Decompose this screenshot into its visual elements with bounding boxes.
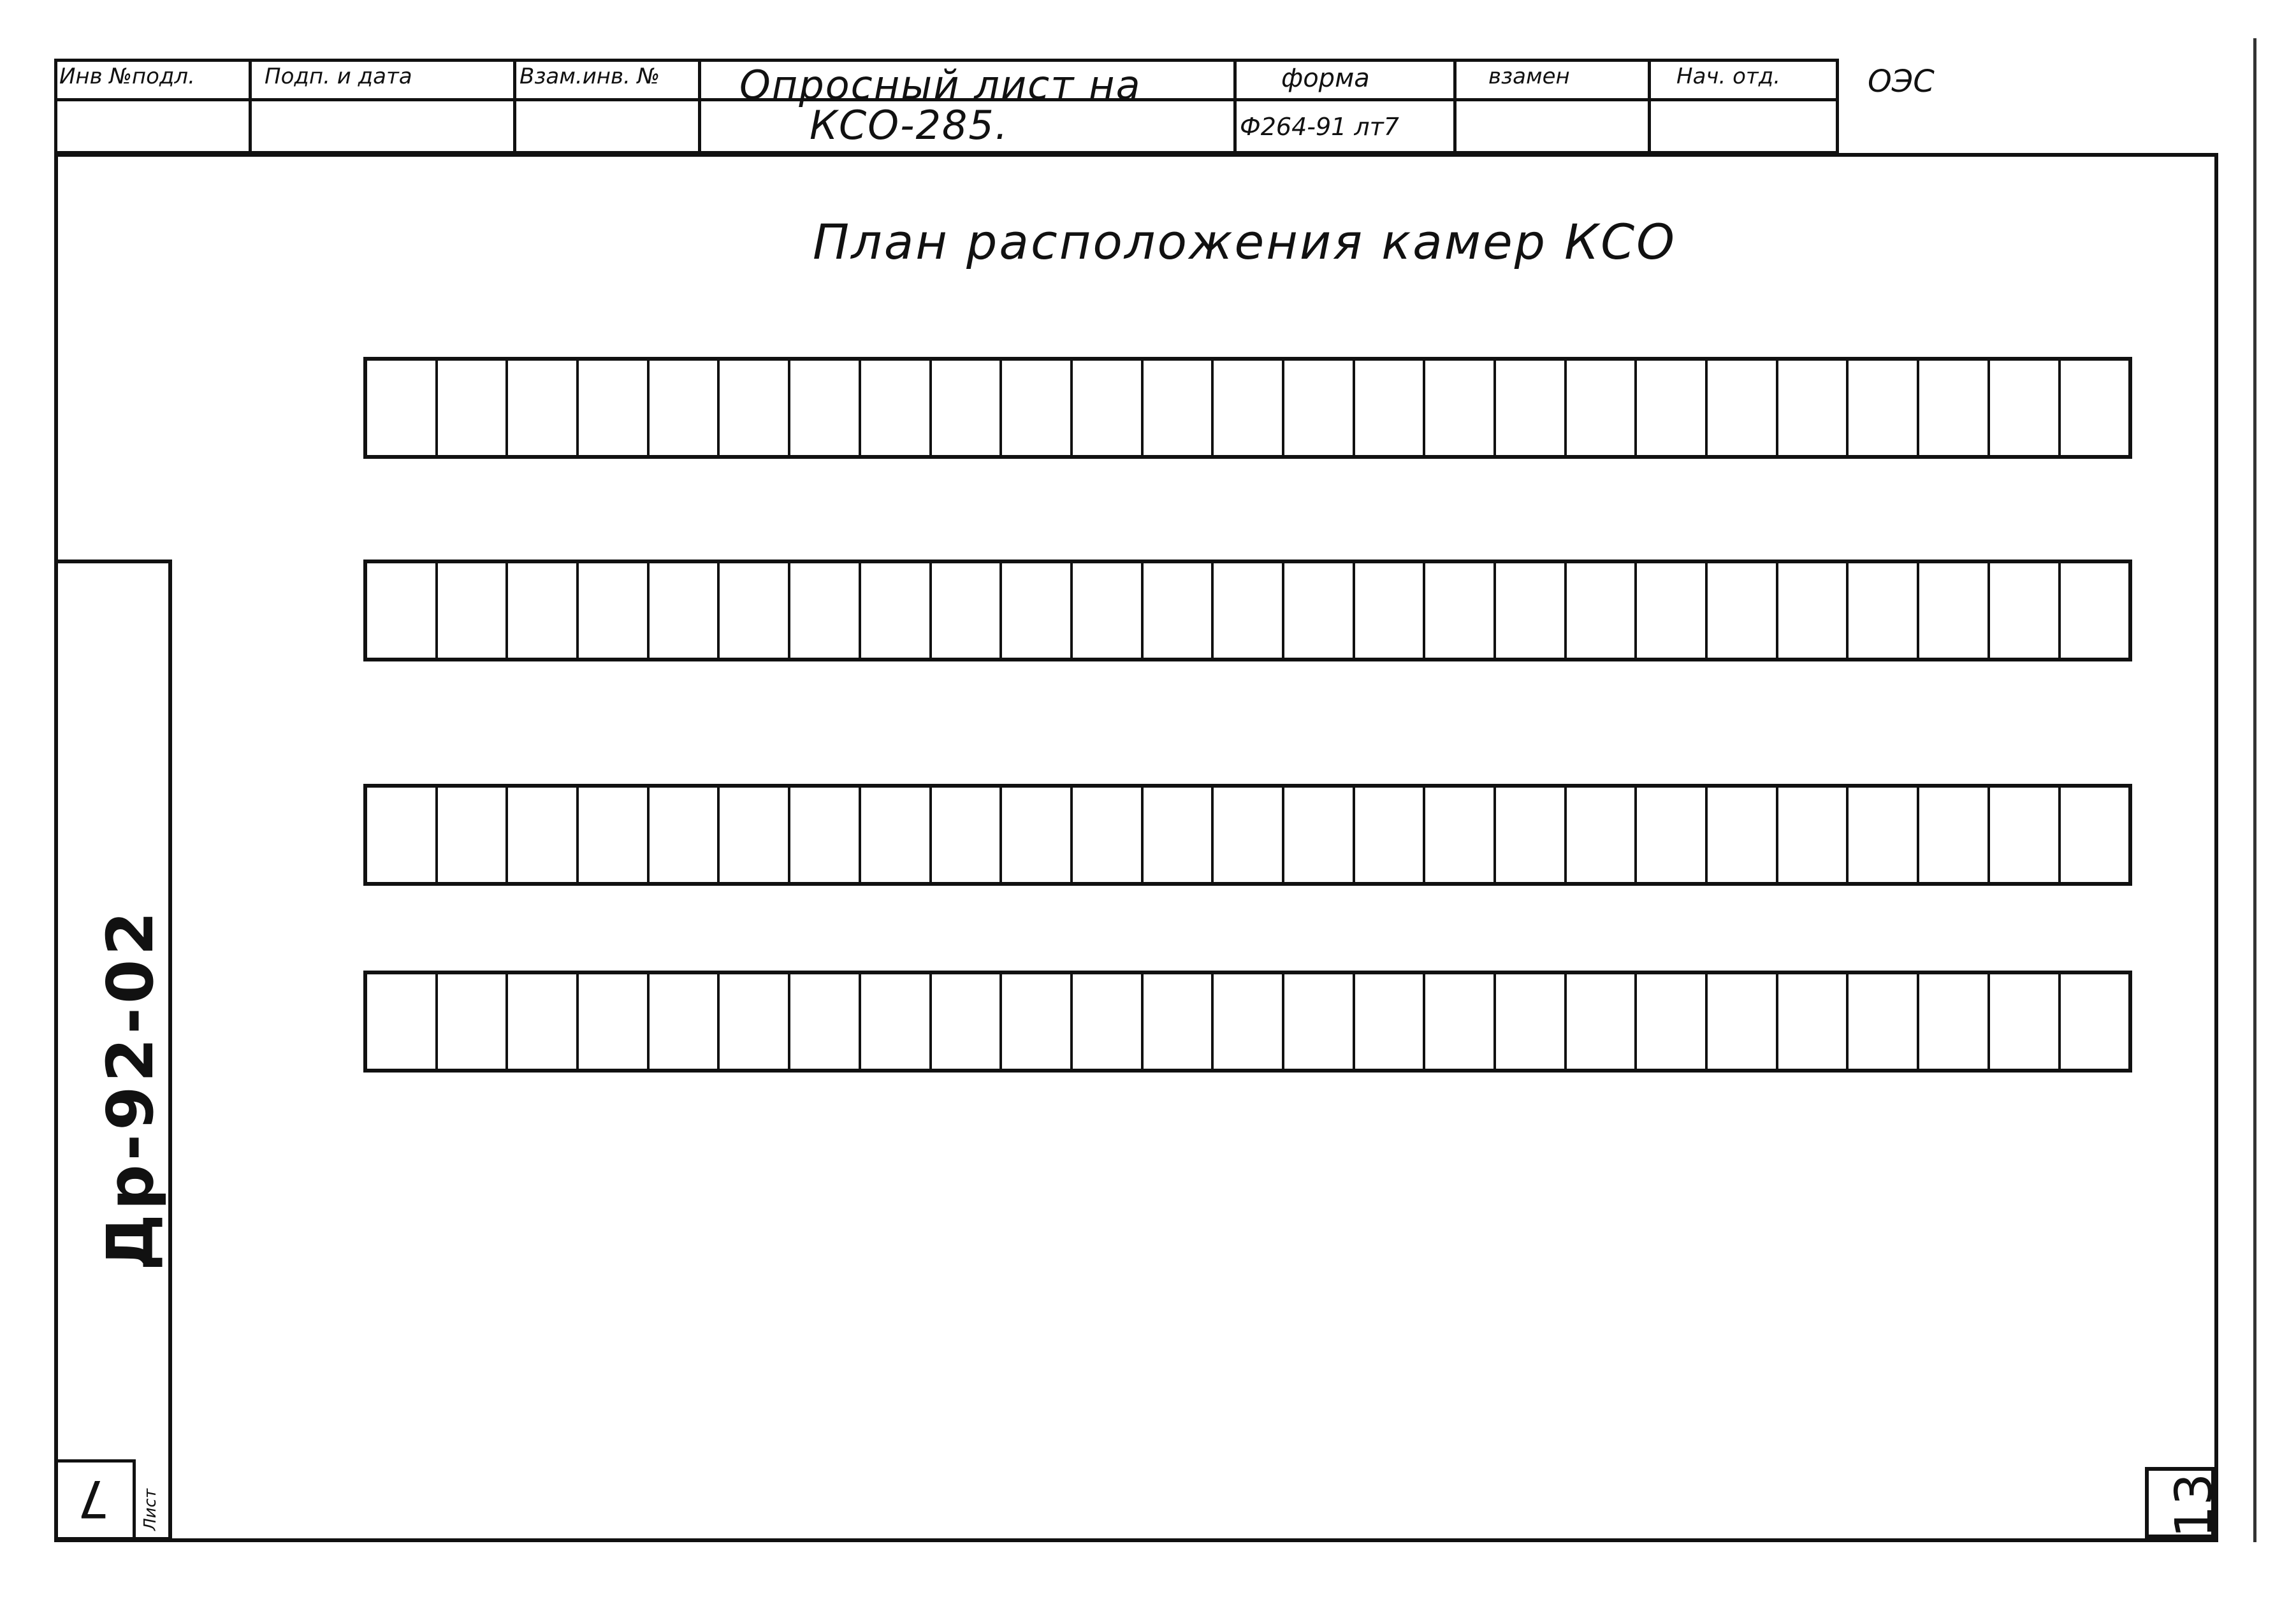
chamber-cell [367,361,438,455]
chamber-cell [1284,788,1355,882]
chamber-cell [367,788,438,882]
chamber-cell [861,974,932,1069]
chamber-cell [508,361,579,455]
dept-label: ОЭС [1868,64,1935,99]
chamber-cell [650,361,720,455]
chamber-cell [790,974,861,1069]
chamber-cell [1849,788,1919,882]
chamber-cell [1708,563,1778,658]
chamber-cell [438,361,509,455]
chamber-row [363,357,2132,459]
chamber-cell [508,788,579,882]
chamber-cell [1708,974,1778,1069]
chamber-row [363,971,2132,1073]
chamber-row [363,784,2132,886]
chamber-cell [579,563,650,658]
chamber-cell [1637,563,1708,658]
chamber-cell [650,788,720,882]
chamber-cell [1990,361,2061,455]
chamber-cell [1496,974,1567,1069]
chamber-cell [1284,361,1355,455]
chamber-cell [1002,974,1073,1069]
chamber-cell [367,974,438,1069]
chamber-cell [1919,974,1990,1069]
chamber-cell [1708,361,1778,455]
head-label: Нач. отд. [1676,64,1781,89]
chamber-cell [1708,788,1778,882]
chamber-cell [1355,361,1426,455]
chamber-cell [1990,563,2061,658]
sheet-box [58,1459,136,1537]
vzam-label: Взам.инв. № [520,64,660,89]
replaced-label: взамен [1488,64,1570,89]
chamber-cell [1637,788,1708,882]
chamber-cell [1144,361,1214,455]
chamber-cell [2061,788,2129,882]
chamber-cell [1919,788,1990,882]
chamber-cell [1073,974,1144,1069]
chamber-cell [720,361,790,455]
chamber-cell [1425,563,1496,658]
chamber-cell [508,563,579,658]
sign-date-label: Подп. и дата [265,64,412,89]
chamber-cell [1778,361,1849,455]
chamber-cell [2061,974,2129,1069]
chamber-cell [579,361,650,455]
chamber-cell [1002,361,1073,455]
chamber-cell [1425,974,1496,1069]
chamber-cell [1355,974,1426,1069]
chamber-cell [1144,788,1214,882]
chamber-cell [861,361,932,455]
inv-label: Инв №подл. [59,64,195,89]
chamber-cell [1849,361,1919,455]
chamber-cell [1284,974,1355,1069]
form-value: Ф264-91 лт7 [1240,113,1399,141]
chamber-cell [1778,563,1849,658]
chamber-cell [1214,361,1284,455]
doc-title-line1: Опросный лист на [739,62,1142,108]
sheet-number: 7 [77,1469,110,1528]
chamber-cell [1567,974,1638,1069]
chamber-cell [579,788,650,882]
chamber-cell [932,361,1003,455]
chamber-cell [1073,361,1144,455]
chamber-cell [1496,361,1567,455]
chamber-cell [438,788,509,882]
chamber-cell [1214,788,1284,882]
chamber-cell [367,563,438,658]
chamber-cell [1355,563,1426,658]
chamber-cell [1002,788,1073,882]
chamber-cell [1073,788,1144,882]
chamber-cell [438,563,509,658]
chamber-cell [1214,563,1284,658]
page-number: 13 [2164,1473,2224,1538]
chamber-cell [2061,563,2129,658]
title-block [54,59,1839,154]
chamber-cell [932,563,1003,658]
chamber-cell [1144,563,1214,658]
chamber-cell [861,788,932,882]
page-edge-line [2253,38,2256,1542]
chamber-cell [932,974,1003,1069]
chamber-cell [2061,361,2129,455]
chamber-cell [1919,361,1990,455]
chamber-cell [1567,788,1638,882]
form-label: форма [1281,64,1370,93]
sheet-label: Лист [141,1489,160,1531]
chamber-cell [579,974,650,1069]
plan-title: План расположения камер КСО [813,213,1677,270]
chamber-cell [861,563,932,658]
chamber-cell [1214,974,1284,1069]
chamber-row [363,560,2132,661]
chamber-cell [720,563,790,658]
chamber-cell [1849,563,1919,658]
chamber-cell [1778,788,1849,882]
chamber-cell [1567,563,1638,658]
chamber-cell [1990,788,2061,882]
chamber-cell [1778,974,1849,1069]
chamber-cell [438,974,509,1069]
chamber-cell [1425,361,1496,455]
chamber-cell [1637,361,1708,455]
side-stamp [54,560,172,1541]
chamber-cell [1567,361,1638,455]
chamber-cell [1073,563,1144,658]
chamber-cell [1496,788,1567,882]
chamber-cell [1849,974,1919,1069]
chamber-cell [932,788,1003,882]
chamber-cell [1284,563,1355,658]
chamber-cell [1355,788,1426,882]
chamber-cell [1990,974,2061,1069]
chamber-cell [650,974,720,1069]
drawing-code: Др-92-02 [93,907,168,1271]
doc-title-line2: КСО-285. [810,102,1009,148]
chamber-cell [790,563,861,658]
chamber-cell [650,563,720,658]
chamber-cell [1144,974,1214,1069]
chamber-cell [720,788,790,882]
chamber-cell [1425,788,1496,882]
chamber-cell [790,361,861,455]
chamber-cell [1002,563,1073,658]
chamber-cell [1637,974,1708,1069]
chamber-cell [720,974,790,1069]
chamber-cell [508,974,579,1069]
chamber-cell [1496,563,1567,658]
chamber-cell [790,788,861,882]
chamber-cell [1919,563,1990,658]
page-number-box [2145,1467,2224,1538]
